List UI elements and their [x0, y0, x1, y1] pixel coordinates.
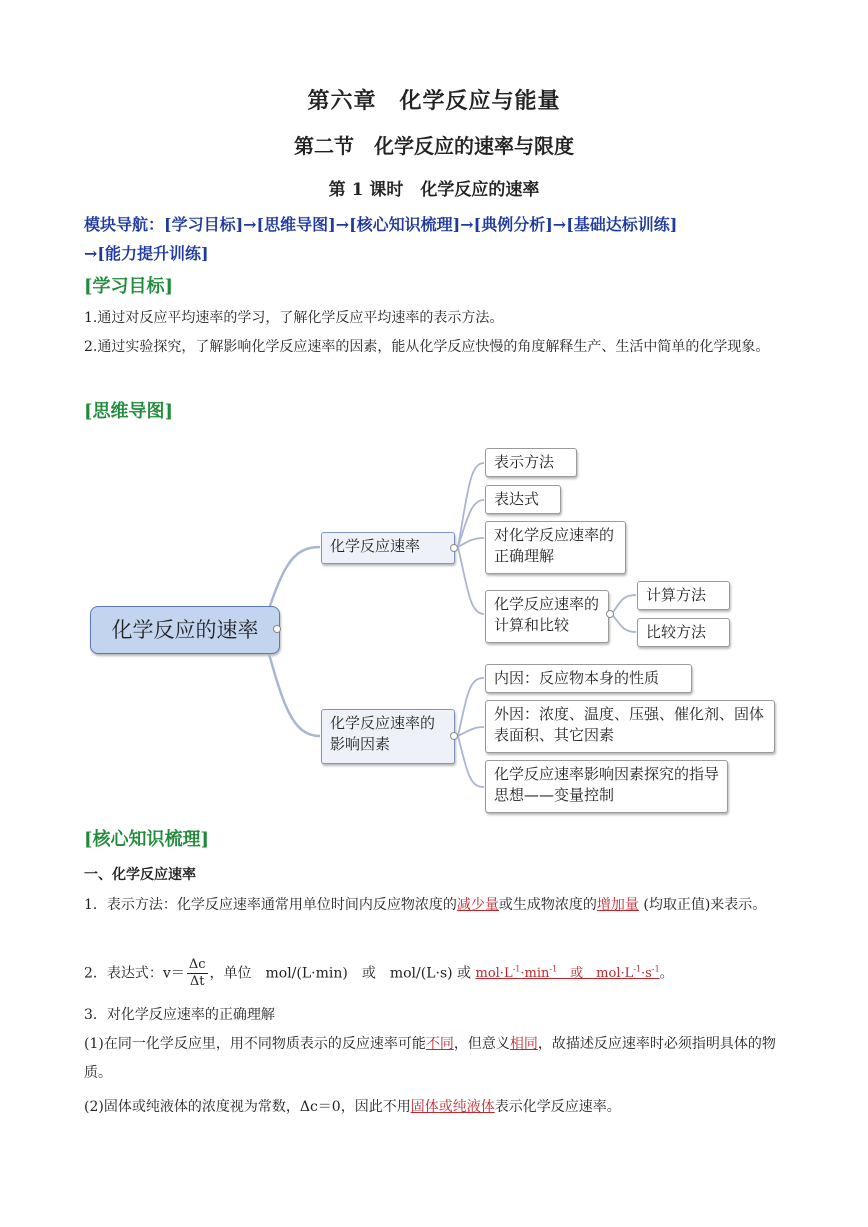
collapse-icon	[273, 625, 281, 633]
mindmap-branch-factors: 化学反应速率的影响因素	[321, 709, 455, 764]
goal-item-1: 1.通过对反应平均速率的学习，了解化学反应平均速率的表示方法。	[84, 310, 504, 326]
module-nav-line2: →[能力提升训练]	[84, 244, 209, 263]
module-nav-line1: 模块导航：[学习目标]→[思维导图]→[核心知识梳理]→[典例分析]→[基础达标训练]	[84, 215, 678, 234]
mindmap-node-compare-method: 比较方法	[637, 618, 730, 647]
goal-item-2: 2.通过实验探究，了解影响化学反应速率的因素，能从化学反应快慢的角度解释生产、生活中简单的化学现象。	[84, 339, 770, 355]
mindmap-node-understanding: 对化学反应速率的正确理解	[485, 521, 626, 574]
mindmap-node-internal: 内因：反应物本身的性质	[485, 664, 692, 693]
mindmap-node-expression: 表达式	[485, 485, 561, 514]
mindmap-root-node: 化学反应的速率	[90, 606, 280, 654]
core-item-1: 1．表示方法：化学反应速率通常用单位时间内反应物浓度的减少量或生成物浓度的增加量 (均取正值)来表示。	[84, 897, 767, 913]
rate-units: $mol\cdot L^{-1}\cdot\min^{-1}$ 或 $mol\cdot L^{-1}\cdot s^{-1}$	[475, 965, 660, 982]
goals-heading: [学习目标]	[84, 276, 174, 297]
core-heading: [核心知识梳理]	[84, 829, 210, 850]
core-item-2: 2．表达式：v＝ $\frac{\Delta c}{\Delta t}$ ，单位 mol/(L·min) 或 mol/(L·s) 或 $mol\cdot L^{-1}\cdot\min^{-1}$ 或 $mol\cdot L^{-1}\cdot s^{-1}$。	[84, 956, 674, 989]
collapse-icon	[450, 544, 458, 552]
mindmap-node-external: 外因：浓度、温度、压强、催化剂、固体表面积、其它因素	[485, 700, 775, 753]
core-item-3-2: (2)固体或纯液体的浓度视为常数，Δc＝0，因此不用固体或纯液体表示化学反应速率。	[84, 1099, 621, 1115]
collapse-icon	[450, 732, 458, 740]
chapter-title: 第六章 化学反应与能量	[307, 88, 561, 114]
mindmap-node-method: 表示方法	[485, 448, 577, 477]
core-item-3: 3．对化学反应速率的正确理解	[84, 1007, 275, 1023]
core-subheading: 一、化学反应速率	[84, 867, 196, 883]
core-item-3-1: (1)在同一化学反应里，用不同物质表示的反应速率可能不同，但意义相同，故描述反应速率时必须指明具体的物质。	[84, 1036, 776, 1081]
mindmap-node-calc-method: 计算方法	[637, 581, 730, 610]
mindmap-node-variable-control: 化学反应速率影响因素探究的指导思想——变量控制	[485, 760, 728, 813]
collapse-icon	[606, 610, 614, 618]
lesson-title: 第 1 课时 化学反应的速率	[328, 180, 540, 200]
mindmap-heading: [思维导图]	[84, 401, 174, 422]
section-title: 第二节 化学反应的速率与限度	[294, 134, 574, 158]
mindmap-node-calc-compare: 化学反应速率的计算和比较	[485, 590, 609, 643]
rate-fraction: $\frac{\Delta c}{\Delta t}$	[188, 956, 206, 989]
mindmap-branch-rate: 化学反应速率	[321, 532, 455, 564]
